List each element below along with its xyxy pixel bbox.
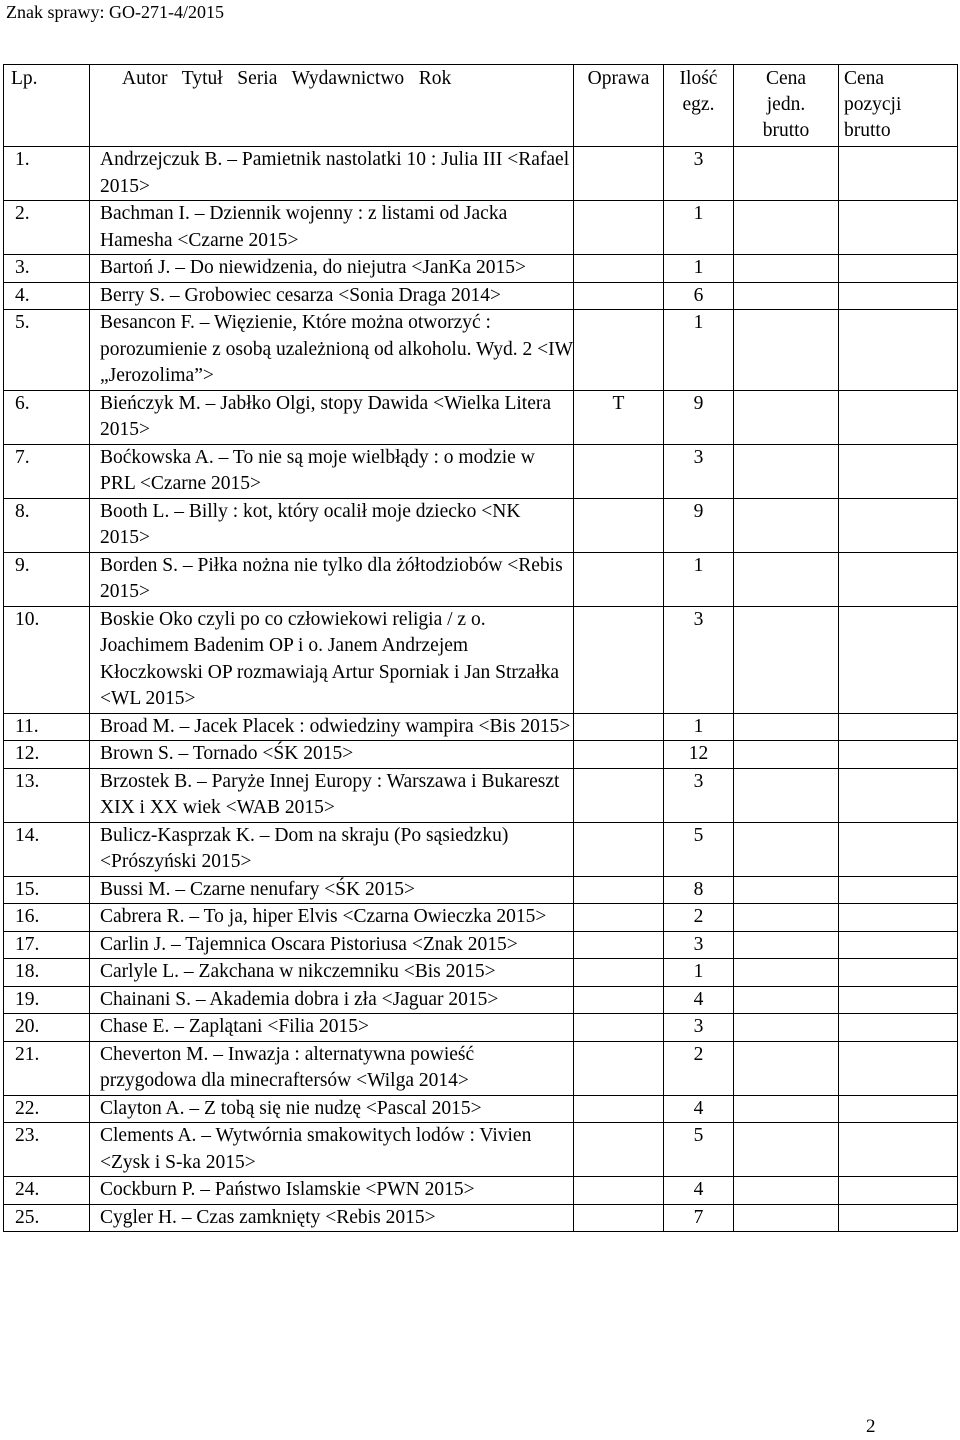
table-row: [4, 713, 958, 741]
row-unit-price: [734, 1177, 839, 1205]
row-description: Berry S. – Grobowiec cesarza <Sonia Draga 2014>: [90, 282, 574, 310]
header-total-line3: brutto: [844, 120, 891, 141]
row-unit-price: [734, 1041, 839, 1095]
table-row: [4, 1041, 958, 1095]
table-row: [4, 390, 958, 444]
row-quantity: 5: [664, 822, 734, 876]
table-row: [4, 1123, 958, 1177]
row-binding: [574, 255, 664, 283]
table-row: [4, 147, 958, 201]
order-table: [3, 64, 958, 1232]
row-number: 13.: [4, 768, 90, 822]
row-number: 14.: [4, 822, 90, 876]
row-unit-price: [734, 552, 839, 606]
row-total-price: [839, 768, 958, 822]
table-header-row: [4, 65, 958, 147]
table-row: [4, 1177, 958, 1205]
row-total-price: [839, 1123, 958, 1177]
row-number: 25.: [4, 1204, 90, 1232]
row-total-price: [839, 931, 958, 959]
row-total-price: [839, 1095, 958, 1123]
row-unit-price: [734, 255, 839, 283]
row-quantity: 5: [664, 1123, 734, 1177]
header-lp: Lp.: [4, 65, 90, 147]
table-row: [4, 552, 958, 606]
row-number: 21.: [4, 1041, 90, 1095]
row-unit-price: [734, 822, 839, 876]
row-total-price: [839, 741, 958, 769]
row-number: 7.: [4, 444, 90, 498]
row-quantity: 1: [664, 959, 734, 987]
row-number: 17.: [4, 931, 90, 959]
row-number: 16.: [4, 904, 90, 932]
table-row: [4, 498, 958, 552]
row-quantity: 3: [664, 931, 734, 959]
row-description: Boćkowska A. – To nie są moje wielbłądy : o modzie w PRL <Czarne 2015>: [90, 444, 574, 498]
row-number: 10.: [4, 606, 90, 713]
row-total-price: [839, 552, 958, 606]
row-number: 24.: [4, 1177, 90, 1205]
row-total-price: [839, 959, 958, 987]
table-row: [4, 959, 958, 987]
table-row: [4, 255, 958, 283]
row-description: Bulicz-Kasprzak K. – Dom na skraju (Po sąsiedzku) <Prószyński 2015>: [90, 822, 574, 876]
row-unit-price: [734, 147, 839, 201]
row-number: 15.: [4, 876, 90, 904]
row-quantity: 3: [664, 444, 734, 498]
row-quantity: 4: [664, 1177, 734, 1205]
row-total-price: [839, 986, 958, 1014]
row-unit-price: [734, 1014, 839, 1042]
header-binding: Oprawa: [574, 65, 664, 147]
row-total-price: [839, 201, 958, 255]
case-reference: Znak sprawy: GO-271-4/2015: [6, 2, 224, 22]
header-description: [90, 65, 574, 147]
row-unit-price: [734, 713, 839, 741]
row-binding: [574, 931, 664, 959]
row-total-price: [839, 1041, 958, 1095]
row-unit-price: [734, 1204, 839, 1232]
row-total-price: [839, 904, 958, 932]
row-total-price: [839, 255, 958, 283]
row-binding: [574, 606, 664, 713]
table-row: [4, 606, 958, 713]
row-total-price: [839, 1204, 958, 1232]
row-description: Clements A. – Wytwórnia smakowitych lodów : Vivien <Zysk i S-ka 2015>: [90, 1123, 574, 1177]
row-number: 1.: [4, 147, 90, 201]
row-description: Bieńczyk M. – Jabłko Olgi, stopy Dawida <Wielka Litera 2015>: [90, 390, 574, 444]
row-quantity: 7: [664, 1204, 734, 1232]
header-quantity: [664, 65, 734, 147]
row-binding: [574, 201, 664, 255]
row-description: Brown S. – Tornado <ŚK 2015>: [90, 741, 574, 769]
table-body: [4, 147, 958, 1232]
row-description: Besancon F. – Więzienie, Które można otworzyć : porozumienie z osobą uzależnioną od alkoholu. Wyd. 2 <IW „Jerozolima”>: [90, 310, 574, 391]
row-description: Cockburn P. – Państwo Islamskie <PWN 2015>: [90, 1177, 574, 1205]
table-row: [4, 201, 958, 255]
row-quantity: 2: [664, 904, 734, 932]
row-binding: [574, 498, 664, 552]
row-unit-price: [734, 282, 839, 310]
row-number: 12.: [4, 741, 90, 769]
row-binding: [574, 1095, 664, 1123]
row-number: 23.: [4, 1123, 90, 1177]
row-unit-price: [734, 1095, 839, 1123]
row-quantity: 9: [664, 390, 734, 444]
row-description: Andrzejczuk B. – Pamietnik nastolatki 10 : Julia III <Rafael 2015>: [90, 147, 574, 201]
row-binding: [574, 147, 664, 201]
row-total-price: [839, 147, 958, 201]
header-unit-line2: jedn.: [766, 94, 806, 115]
table-row: [4, 986, 958, 1014]
row-number: 3.: [4, 255, 90, 283]
table-row: [4, 1204, 958, 1232]
row-binding: [574, 1123, 664, 1177]
row-description: Clayton A. – Z tobą się nie nudzę <Pascal 2015>: [90, 1095, 574, 1123]
table-row: [4, 1014, 958, 1042]
row-number: 20.: [4, 1014, 90, 1042]
row-description: Brzostek B. – Paryże Innej Europy : Warszawa i Bukareszt XIX i XX wiek <WAB 2015>: [90, 768, 574, 822]
header-quantity-line2: egz.: [682, 94, 715, 115]
row-binding: [574, 713, 664, 741]
row-quantity: 4: [664, 986, 734, 1014]
row-number: 5.: [4, 310, 90, 391]
table-row: [4, 904, 958, 932]
table-row: [4, 741, 958, 769]
row-quantity: 3: [664, 768, 734, 822]
row-unit-price: [734, 904, 839, 932]
row-description: Carlin J. – Tajemnica Oscara Pistoriusa <Znak 2015>: [90, 931, 574, 959]
row-quantity: 3: [664, 147, 734, 201]
row-binding: [574, 1177, 664, 1205]
row-description: Chainani S. – Akademia dobra i zła <Jaguar 2015>: [90, 986, 574, 1014]
row-quantity: 1: [664, 310, 734, 391]
row-unit-price: [734, 606, 839, 713]
row-binding: [574, 959, 664, 987]
header-quantity-line1: Ilość: [679, 68, 718, 89]
row-description: Bartoń J. – Do niewidzenia, do niejutra <JanKa 2015>: [90, 255, 574, 283]
row-total-price: [839, 1014, 958, 1042]
header-unit-line3: brutto: [762, 120, 810, 141]
row-description: Bussi M. – Czarne nenufary <ŚK 2015>: [90, 876, 574, 904]
row-quantity: 9: [664, 498, 734, 552]
row-quantity: 2: [664, 1041, 734, 1095]
row-binding: [574, 741, 664, 769]
row-total-price: [839, 713, 958, 741]
row-binding: [574, 822, 664, 876]
row-number: 11.: [4, 713, 90, 741]
row-unit-price: [734, 201, 839, 255]
row-description: Cheverton M. – Inwazja : alternatywna powieść przygodowa dla minecraftersów <Wilga 2014>: [90, 1041, 574, 1095]
row-binding: [574, 1014, 664, 1042]
row-binding: [574, 1204, 664, 1232]
row-quantity: 1: [664, 255, 734, 283]
table-row: [4, 444, 958, 498]
row-number: 18.: [4, 959, 90, 987]
row-binding: [574, 444, 664, 498]
table-row: [4, 768, 958, 822]
row-quantity: 3: [664, 1014, 734, 1042]
page-number: 2: [866, 1416, 876, 1437]
table-row: [4, 931, 958, 959]
row-description: Borden S. – Piłka nożna nie tylko dla żółtodziobów <Rebis 2015>: [90, 552, 574, 606]
header-total-line2: pozycji: [844, 94, 902, 115]
row-binding: [574, 1041, 664, 1095]
row-quantity: 8: [664, 876, 734, 904]
header-total-price: [839, 65, 958, 147]
row-total-price: [839, 390, 958, 444]
row-unit-price: [734, 986, 839, 1014]
row-binding: [574, 768, 664, 822]
row-unit-price: [734, 390, 839, 444]
table-row: [4, 282, 958, 310]
row-number: 19.: [4, 986, 90, 1014]
row-quantity: 3: [664, 606, 734, 713]
row-description: Chase E. – Zaplątani <Filia 2015>: [90, 1014, 574, 1042]
row-quantity: 4: [664, 1095, 734, 1123]
row-unit-price: [734, 931, 839, 959]
row-number: 9.: [4, 552, 90, 606]
row-number: 8.: [4, 498, 90, 552]
header-description-text: Autor Tytuł Seria Wydawnictwo Rok: [122, 68, 452, 89]
row-total-price: [839, 310, 958, 391]
row-total-price: [839, 282, 958, 310]
row-unit-price: [734, 1123, 839, 1177]
row-unit-price: [734, 498, 839, 552]
row-quantity: 1: [664, 552, 734, 606]
row-description: Cabrera R. – To ja, hiper Elvis <Czarna Owieczka 2015>: [90, 904, 574, 932]
header-unit-line1: Cena: [765, 68, 807, 89]
row-binding: [574, 310, 664, 391]
row-binding: [574, 552, 664, 606]
row-binding: [574, 986, 664, 1014]
table-row: [4, 1095, 958, 1123]
row-total-price: [839, 822, 958, 876]
row-unit-price: [734, 741, 839, 769]
row-binding: [574, 282, 664, 310]
row-quantity: 1: [664, 713, 734, 741]
row-description: Carlyle L. – Zakchana w nikczemniku <Bis 2015>: [90, 959, 574, 987]
table-row: [4, 822, 958, 876]
row-quantity: 12: [664, 741, 734, 769]
row-unit-price: [734, 876, 839, 904]
row-total-price: [839, 444, 958, 498]
table-row: [4, 876, 958, 904]
table-row: [4, 310, 958, 391]
row-description: Broad M. – Jacek Placek : odwiedziny wampira <Bis 2015>: [90, 713, 574, 741]
row-binding: [574, 876, 664, 904]
header-total-line1: Cena: [844, 68, 885, 89]
row-number: 22.: [4, 1095, 90, 1123]
row-unit-price: [734, 444, 839, 498]
row-number: 4.: [4, 282, 90, 310]
header-unit-price: [734, 65, 839, 147]
row-number: 2.: [4, 201, 90, 255]
row-description: Booth L. – Billy : kot, który ocalił moje dziecko <NK 2015>: [90, 498, 574, 552]
row-quantity: 1: [664, 201, 734, 255]
row-unit-price: [734, 768, 839, 822]
row-quantity: 6: [664, 282, 734, 310]
row-description: Boskie Oko czyli po co człowiekowi religia / z o. Joachimem Badenim OP i o. Janem Andrzejem Kłoczkowski OP rozmawiają Artur Sporniak i Jan Strzałka <WL 2015>: [90, 606, 574, 713]
row-total-price: [839, 876, 958, 904]
row-description: Cygler H. – Czas zamknięty <Rebis 2015>: [90, 1204, 574, 1232]
row-binding: [574, 904, 664, 932]
row-total-price: [839, 1177, 958, 1205]
row-unit-price: [734, 959, 839, 987]
row-description: Bachman I. – Dziennik wojenny : z listami od Jacka Hamesha <Czarne 2015>: [90, 201, 574, 255]
row-number: 6.: [4, 390, 90, 444]
row-binding: T: [574, 390, 664, 444]
row-total-price: [839, 606, 958, 713]
row-unit-price: [734, 310, 839, 391]
row-total-price: [839, 498, 958, 552]
